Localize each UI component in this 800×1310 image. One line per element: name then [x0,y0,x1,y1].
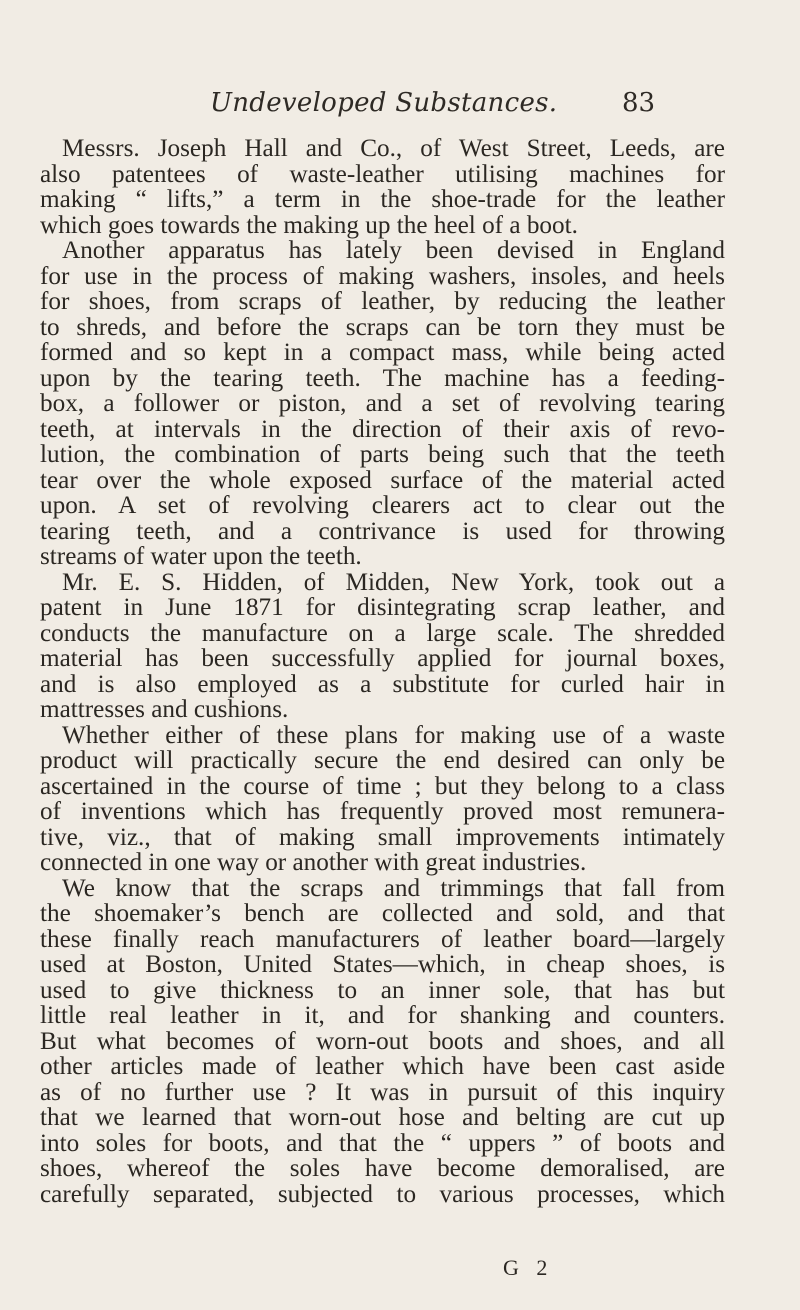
text-line: little real leather in it, and for shanking and counters. [40,1002,725,1029]
text-line: product will practically secure the end desired can only be [40,747,725,774]
text-line: making “ lifts,” a term in the shoe-trade for the leather [40,186,725,213]
text-line: conducts the manufacture on a large scale. The shredded [40,619,725,647]
signature-mark: G 2 [503,1255,554,1280]
text-line: also patentees of waste-leather utilising machines for [40,160,725,188]
text-line: for use in the process of making washers, insoles, and heels [40,262,725,290]
text-line: Mr. E. S. Hidden, of Midden, New York, took out a [62,568,725,596]
text-line: for shoes, from scraps of leather, by reducing the leather [40,288,725,315]
text-line: as of no further use ? It was in pursuit of this inquiry [40,1078,725,1106]
text-line: carefully separated, subjected to various processes, which [40,1180,725,1208]
text-line: into soles for boots, and that the “ uppers ” of boots and [40,1129,725,1157]
text-line: tearing teeth, and a contrivance is used for throwing [40,517,725,545]
text-line: tive, viz., that of making small improvements intimately [40,823,725,851]
text-line: lution, the combination of parts being such that the teeth [40,441,725,468]
body-text [40,136,760,1207]
text-line: to shreds, and before the scraps can be torn they must be [40,313,725,341]
text-line: material has been successfully applied for journal boxes, [40,645,725,672]
running-title: Undeveloped Substances. [210,88,558,118]
text-line: streams of water upon the teeth. [40,543,362,570]
text-line: connected in one way or another with great industries. [40,849,587,876]
text-line: other articles made of leather which have been cast aside [40,1053,725,1080]
running-header [40,88,800,138]
text-line: We know that the scraps and trimmings that fall from [62,874,725,902]
text-line: patent in June 1871 for disintegrating scrap leather, and [40,594,725,621]
text-line: that we learned that worn-out hose and belting are cut up [40,1104,725,1131]
text-line: Another apparatus has lately been devised in England [62,237,725,264]
text-line: mattresses and cushions. [40,696,289,723]
text-line: upon by the tearing teeth. The machine has a feeding- [40,364,725,392]
text-line: box, a follower or piston, and a set of revolving tearing [40,390,725,417]
text-line: shoes, whereof the soles have become demoralised, are [40,1155,725,1182]
text-line: ascertained in the course of time ; but they belong to a class [40,772,725,800]
text-line: Whether either of these plans for making use of a waste [62,721,725,749]
text-line: of inventions which has frequently proved most remunera- [40,798,725,825]
text-line: the shoemaker’s bench are collected and sold, and that [40,900,725,927]
text-line: these finally reach manufacturers of leather board—largely [40,925,725,953]
text-line: used to give thickness to an inner sole, that has but [40,976,725,1004]
text-line: upon. A set of revolving clearers act to clear out the [40,492,725,519]
text-line: But what becomes of worn-out boots and shoes, and all [40,1027,725,1055]
text-line: used at Boston, United States—which, in cheap shoes, is [40,951,725,978]
text-line: teeth, at intervals in the direction of their axis of revo- [40,415,725,443]
text-line: and is also employed as a substitute for curled hair in [40,670,725,698]
text-line: tear over the whole exposed surface of the material acted [40,466,725,494]
text-line: Messrs. Joseph Hall and Co., of West Street, Leeds, are [62,135,725,162]
page-number: 83 [622,88,656,118]
text-line: formed and so kept in a compact mass, while being acted [40,339,725,366]
text-line: which goes towards the making up the heel of a boot. [40,211,578,239]
